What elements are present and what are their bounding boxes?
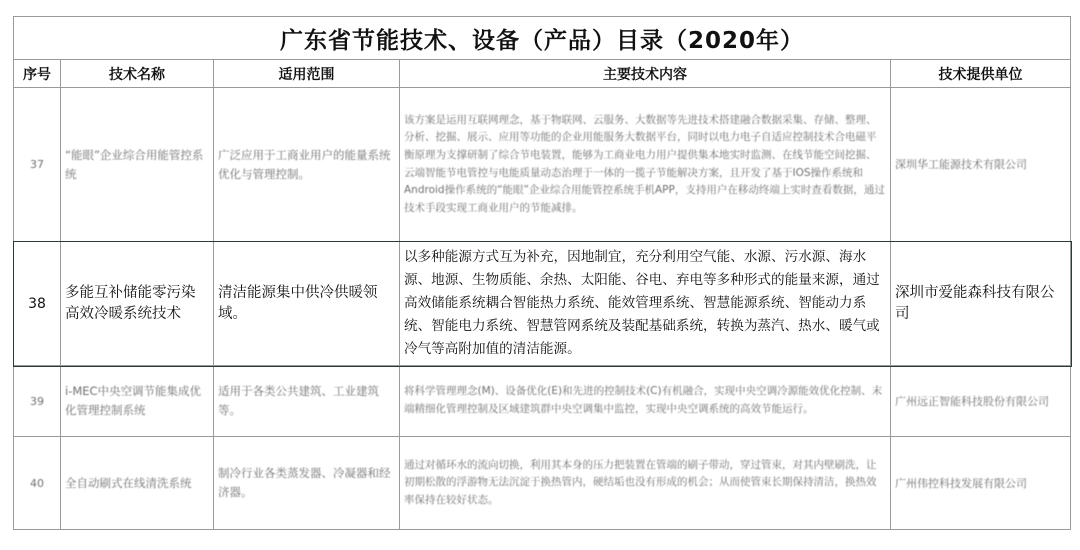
row-number: 39 (30, 394, 44, 408)
table-row (14, 366, 1071, 437)
header-no: 序号 (14, 60, 61, 88)
provider-company: 深圳市爱能森科技有限公司 (895, 284, 1055, 322)
application-scope: 广泛应用于工商业用户的能量系统优化与管理控制。 (218, 147, 391, 181)
table-title: 广东省节能技术、设备（产品）目录（2020年） (14, 17, 1071, 60)
technical-content: 通过对循环水的流向切换，利用其本身的压力把装置在管端的刷子带动，穿过管束，对其内壁刷洗，让初期松散的浮游物无法沉淀于换热管内，硬结垢也没有形成的机会；从而使管束长期保持清洁，换热效率保持在较好状态。 (404, 458, 877, 506)
header-name: 技术名称 (61, 60, 214, 88)
header-row (14, 60, 1071, 88)
technology-name: i-MEC中央空调节能集成优化管理控制系统 (65, 384, 202, 417)
row-number: 37 (30, 158, 44, 171)
row-number: 40 (30, 476, 44, 490)
table-row (14, 88, 1071, 242)
catalog-document (13, 16, 1070, 530)
technical-content: 将科学管理理念(M)、设备优化(E)和先进的控制技术(C)有机融合，实现中央空调冷源能效优化控制、末端精细化管理控制及区域建筑群中央空调集中监控，实现中央空调系统的高效节能运行。 (404, 385, 883, 415)
technology-name: “能眼”企业综合用能管控系统 (65, 147, 204, 181)
row-number: 38 (28, 295, 46, 312)
technical-content: 该方案是运用互联网理念，基于物联网、云服务、大数据等先进技术搭建融合数据采集、存储、整理、分析、挖掘、展示、应用等功能的企业用能服务大数据平台，同时以电力电子自适应控制技术合电磁平衡原理为支撑研制了综合节电装置，能够为工商业电力用户提供集本地实时监测、在线节能空间挖掘、云端智能节电管控与电能质量动态治理于一体的一揽子节能解决方案，且开发了基于IOS操作系统和Android操作系统的“能眼”企业综合用能管控系统手机APP，支持用户在移动终端上实时查看数据，通过技术手段实现工商业用户的节能减排。 (404, 113, 885, 214)
table-row (14, 437, 1071, 530)
application-scope: 适用于各类公共建筑、工业建筑等。 (218, 384, 379, 417)
table-row-highlighted (14, 242, 1071, 366)
header-content: 主要技术内容 (400, 60, 891, 88)
provider-company: 广州伟控科技发展有限公司 (895, 476, 1027, 490)
provider-company: 广州远正智能科技股份有限公司 (895, 394, 1049, 408)
provider-company: 深圳华工能源技术有限公司 (895, 158, 1027, 171)
technology-name: 全自动刷式在线清洗系统 (65, 475, 192, 490)
application-scope: 制冷行业各类蒸发器、冷凝器和经济器。 (218, 466, 391, 499)
header-provider: 技术提供单位 (891, 60, 1071, 88)
technology-name: 多能互补储能零污染高效冷暖系统技术 (65, 284, 196, 322)
technical-content: 以多种能源方式互为补充，因地制宜，充分利用空气能、水源、污水源、海水源、地源、生物质能、余热、太阳能、谷电、弃电等多种形式的能量来源，通过高效储能系统耦合智能热力系统、能效管理系统、智慧能源系统、智能动力系统、智能电力系统、智慧管网系统及装配基础系统，转换为蒸汽、热水、暖气或冷气等高附加值的清洁能源。 (404, 249, 880, 357)
header-scope: 适用范围 (214, 60, 400, 88)
title-row (14, 17, 1071, 60)
application-scope: 清洁能源集中供冷供暖领域。 (218, 284, 378, 322)
catalog-table (13, 16, 1071, 530)
